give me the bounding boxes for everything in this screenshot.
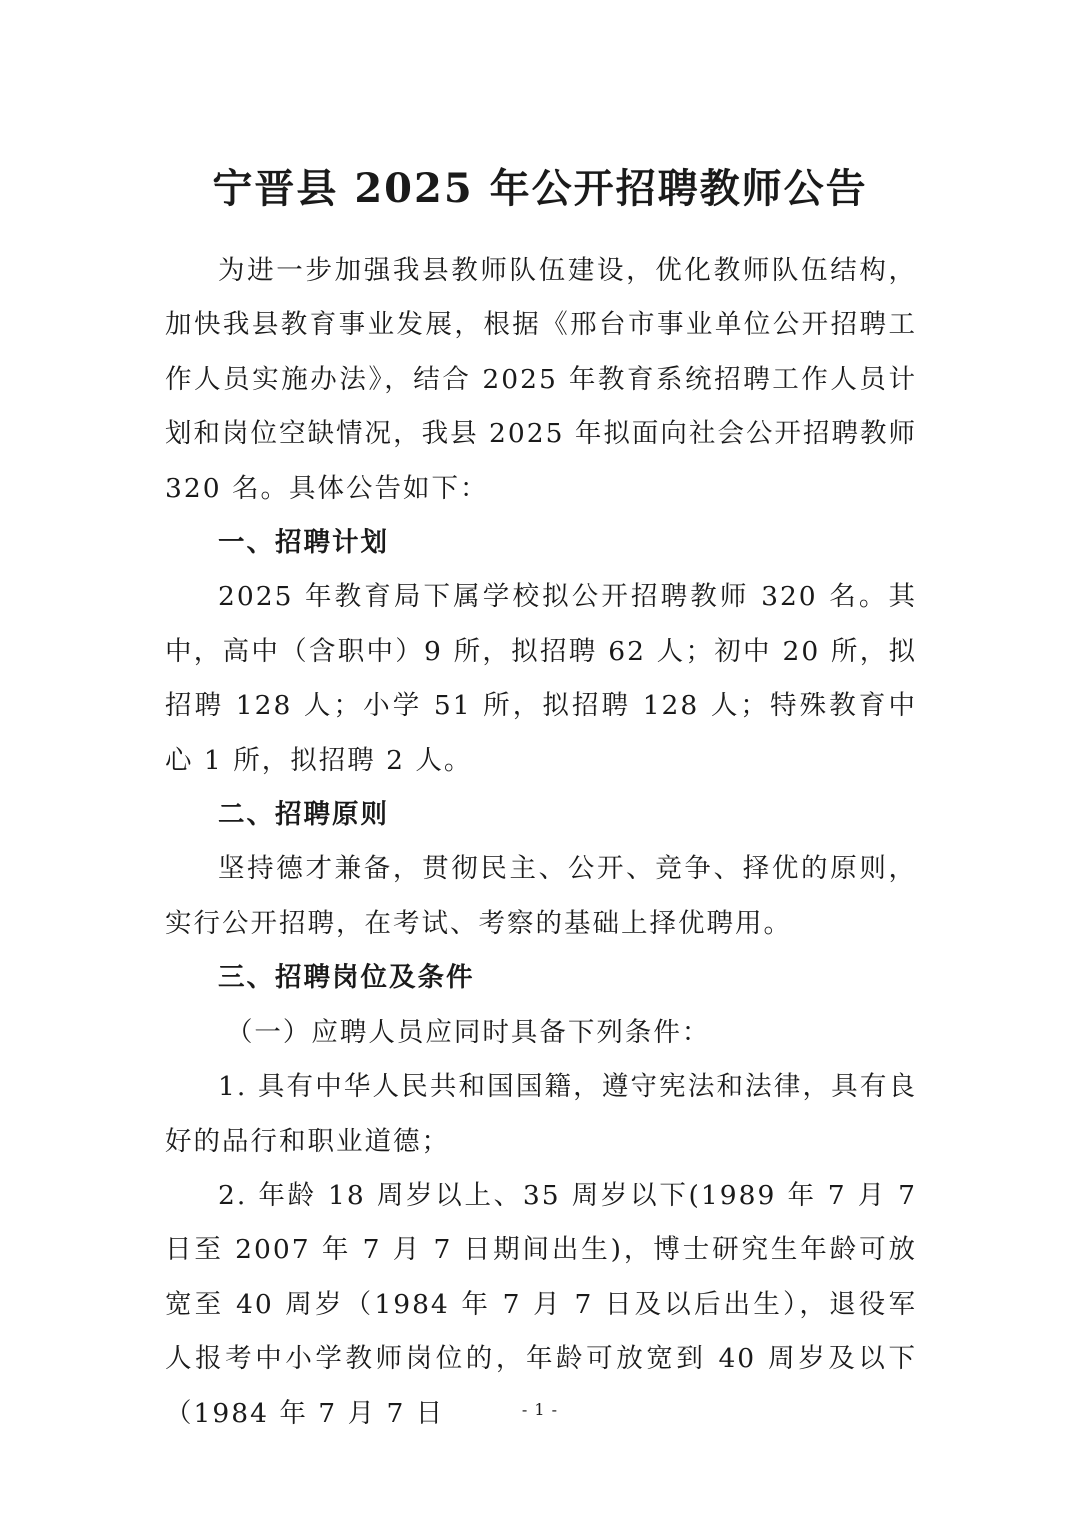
intro-paragraph: 为进一步加强我县教师队伍建设，优化教师队伍结构，加快我县教育事业发展，根据《邢台市事业单位公开招聘工作人员实施办法》，结合 2025 年教育系统招聘工作人员计划和岗位空缺情况，我县 2025 年拟面向社会公开招聘教师 320 名。具体公告如下： — [165, 255, 917, 504]
section-heading-positions-conditions: 三、招聘岗位及条件 — [218, 962, 475, 994]
section-text-recruitment-plan: 2025 年教育局下属学校拟公开招聘教师 320 名。其中，高中（含职中）9 所，拟招聘 62 人；初中 20 所，拟招聘 128 人；小学 51 所，拟招聘 128 人；特殊教育中心 1 所，拟招聘 2 人。 — [165, 581, 917, 776]
section-heading-recruitment-plan: 一、招聘计划 — [218, 527, 389, 559]
subsection-heading-conditions: （一）应聘人员应同时具备下列条件： — [225, 1016, 711, 1048]
document-title: 宁晋县 2025 年公开招聘教师公告 — [212, 164, 868, 212]
section-text-recruitment-principles: 坚持德才兼备，贯彻民主、公开、竞争、择优的原则，实行公开招聘，在考试、考察的基础上择优聘用。 — [165, 853, 917, 939]
condition-item-2: 2. 年龄 18 周岁以上、35 周岁以下(1989 年 7 月 7 日至 2007 年 7 月 7 日期间出生)，博士研究生年龄可放宽至 40 周岁（1984 年 7 月 7 日及以后出生），退役军人报考中小学教师岗位的，年龄可放宽到 40 周岁及以下（1984 年 7 月 7 日 — [165, 1179, 917, 1429]
page-number: - 1 - — [521, 1400, 559, 1419]
section-heading-recruitment-principles: 二、招聘原则 — [218, 799, 389, 831]
condition-item-1: 1. 具有中华人民共和国国籍，遵守宪法和法律，具有良好的品行和职业道德； — [165, 1071, 917, 1157]
document-body — [165, 244, 917, 1441]
